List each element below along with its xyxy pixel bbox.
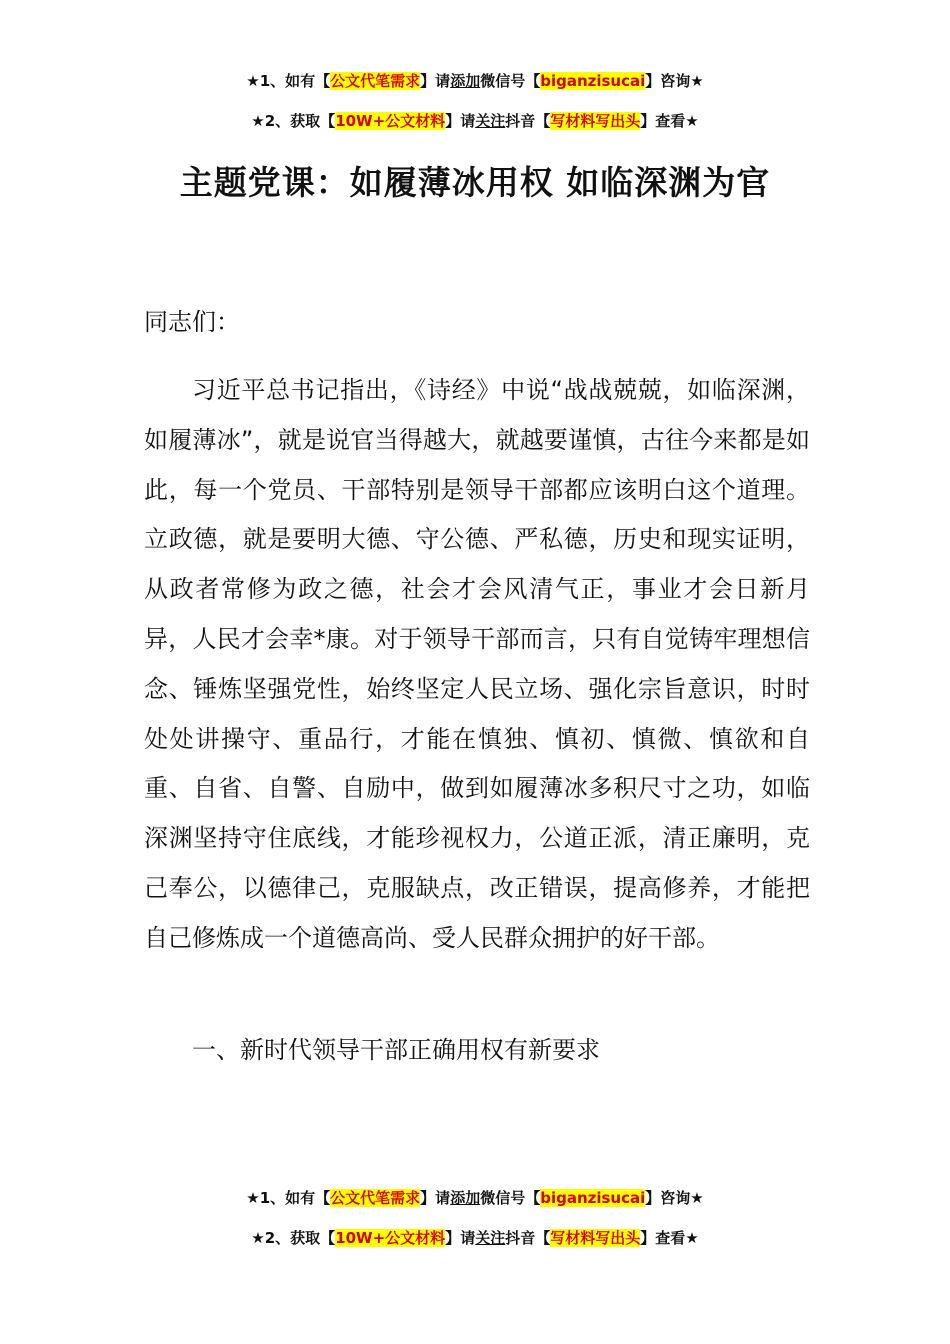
banner-text: 】请 (445, 112, 476, 130)
banner-highlight: 公文代笔需求 (330, 1189, 421, 1207)
banner-underlined: 关注 (475, 112, 506, 130)
banner-text: 】请 (420, 1189, 451, 1207)
greeting: 同志们： (144, 308, 240, 336)
banner-text: ★1、如有【 (246, 1189, 331, 1207)
banner-text: 微信号【 (480, 1189, 541, 1207)
banner-text: ★1、如有【 (246, 72, 331, 90)
banner-text: 抖音【 (505, 1229, 551, 1247)
bottom-banner-line-1 (0, 1188, 950, 1208)
section-heading: 一、新时代领导干部正确用权有新要求 (192, 1036, 600, 1064)
banner-underlined: 关注 (475, 1229, 506, 1247)
banner-underlined: 添加 (450, 72, 481, 90)
banner-highlight-douyin-id: 写材料写出头 (550, 1229, 641, 1247)
banner-text: 】查看★ (640, 112, 699, 130)
top-banner-line-1 (0, 71, 950, 91)
banner-text: 】请 (420, 72, 451, 90)
banner-text: 】咨询★ (645, 1189, 704, 1207)
banner-text: ★2、获取【 (251, 112, 336, 130)
banner-text: 微信号【 (480, 72, 541, 90)
banner-highlight-wechat-id: biganzisucai (540, 1189, 646, 1207)
banner-highlight-wechat-id: biganzisucai (540, 72, 646, 90)
banner-underlined: 添加 (450, 1189, 481, 1207)
banner-highlight: 10W+公文材料 (335, 1229, 446, 1247)
banner-text: 抖音【 (505, 112, 551, 130)
banner-text: ★2、获取【 (251, 1229, 336, 1247)
banner-highlight-douyin-id: 写材料写出头 (550, 112, 641, 130)
banner-text: 】咨询★ (645, 72, 704, 90)
banner-highlight: 10W+公文材料 (335, 112, 446, 130)
body-paragraph: 习近平总书记指出，《诗经》中说“战战兢兢，如临深渊，如履薄冰”，就是说官当得越大，就越要谨慎，古往今来都是如此，每一个党员、干部特别是领导干部都应该明白这个道理。立政德，就是要明大德、守公德、严私德，历史和现实证明，从政者常修为政之德，社会才会风清气正，事业才会日新月异，人民才会幸*康。对于领导干部而言，只有自觉铸牢理想信念、锤炼坚强党性，始终坚定人民立场、强化宗旨意识，时时处处讲操守、重品行，才能在慎独、慎初、慎微、慎欲和自重、自省、自警、自励中，做到如履薄冰多积尺寸之功，如临深渊坚持守住底线，才能珍视权力，公道正派，清正廉明，克己奉公，以德律己，克服缺点，改正错误，提高修养，才能把自己修炼成一个道德高尚、受人民群众拥护的好干部。 (144, 376, 810, 952)
banner-text: 】查看★ (640, 1229, 699, 1247)
document-title: 主题党课：如履薄冰用权 如临深渊为官 (179, 163, 771, 202)
banner-highlight: 公文代笔需求 (330, 72, 421, 90)
bottom-banner-line-2 (0, 1228, 950, 1248)
top-banner-line-2 (0, 111, 950, 131)
banner-text: 】请 (445, 1229, 476, 1247)
